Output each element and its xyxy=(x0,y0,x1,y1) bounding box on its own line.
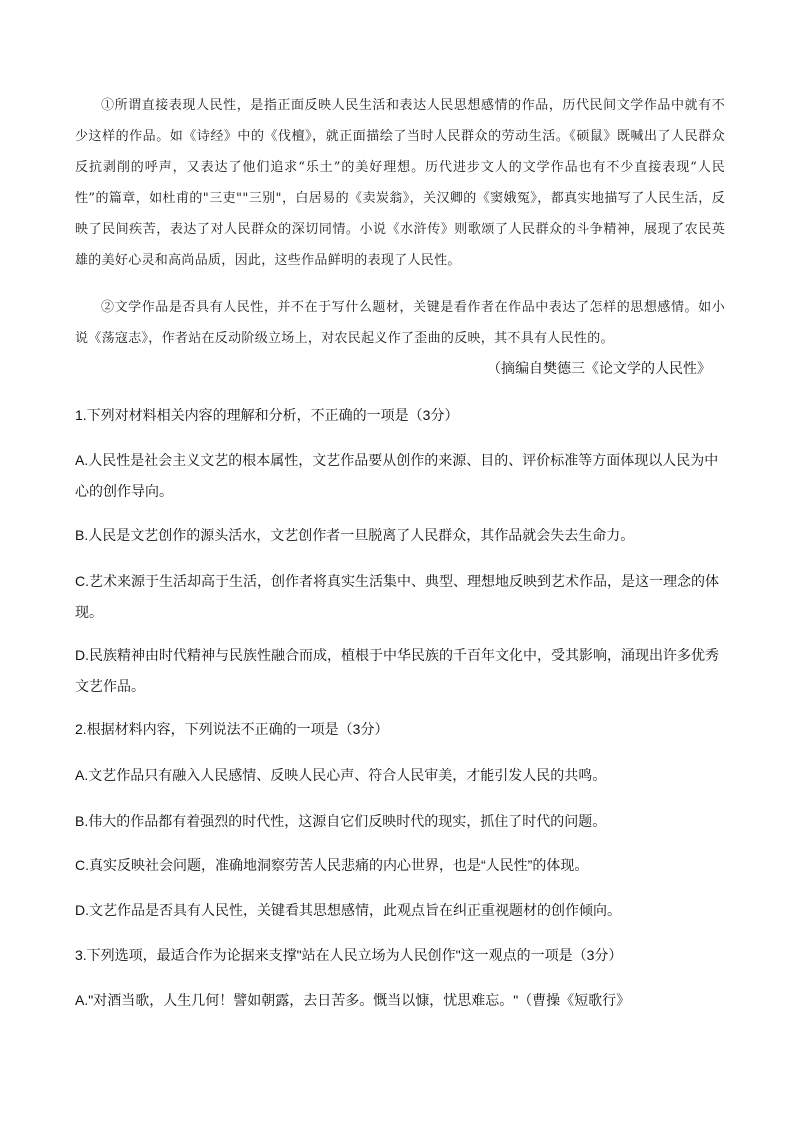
question-1-option-a: A.人民性是社会主义文艺的根本属性，文艺作品要从创作的来源、目的、评价标准等方面体现以人民为中心的创作导向。 xyxy=(75,452,719,499)
question-1-option-b: B.人民是文艺创作的源头活水，文艺创作者一旦脱离了人民群众，其作品就会失去生命力。 xyxy=(75,527,635,543)
question-2-option-b: B.伟大的作品都有着强烈的时代性，这源自它们反映时代的现实，抓住了时代的问题。 xyxy=(75,813,607,829)
question-1-option-c: C.艺术来源于生活却高于生活，创作者将真实生活集中、典型、理想地反映到艺术作品，是这一理念的体现。 xyxy=(75,573,719,620)
question-3-stem: 3.下列选项，最适合作为论据来支撑"站在人民立场为人民创作"这一观点的一项是（3分） xyxy=(75,947,623,963)
passage-paragraph-1: ①所谓直接表现人民性，是指正面反映人民生活和表达人民思想感情的作品，历代民间文学作品中就有不少这样的作品。如《诗经》中的《伐檀》，就正面描绘了当时人民群众的劳动生活。《硕鼠》既喊出了人民群众反抗剥削的呼声，又表达了他们追求“乐土”的美好理想。历代进步文人的文学作品也有不少直接表现“人民性”的篇章，如杜甫的"三吏""三别"，白居易的《卖炭翁》，关汉卿的《窦娥冤》，都真实地描写了人民生活，反映了民间疾苦，表达了对人民群众的深切同情。小说《水浒传》则歌颂了人民群众的斗争精神，展现了农民英雄的美好心灵和高尚品质，因此，这些作品鲜明的表现了人民性。 xyxy=(75,98,725,268)
passage-paragraph-2: ②文学作品是否具有人民性，并不在于写什么题材，关键是看作者在作品中表达了怎样的思想感情。如小说《荡寇志》，作者站在反动阶级立场上，对农民起义作了歪曲的反映，其不具有人民性的。 xyxy=(75,300,725,346)
question-2-option-c: C.真实反映社会问题，准确地洞察劳苦人民悲痛的内心世界，也是“人民性”的体现。 xyxy=(75,857,589,873)
question-2-option-d: D.文艺作品是否具有人民性，关键看其思想感情，此观点旨在纠正重视题材的创作倾向。 xyxy=(75,902,621,918)
question-3-option-a: A."对酒当歌，人生几何！譬如朝露，去日苦多。慨当以慷，忧思难忘。"（曹操《短歌行》 xyxy=(75,992,631,1008)
question-1-option-d: D.民族精神由时代精神与民族性融合而成，植根于中华民族的千百年文化中，受其影响，涌现出许多优秀文艺作品。 xyxy=(75,647,719,694)
question-2-stem: 2.根据材料内容，下列说法不正确的一项是（3分） xyxy=(75,721,389,737)
passage-source-citation: （摘编自樊德三《论文学的人民性》 xyxy=(487,360,711,376)
question-2-option-a: A.文艺作品只有融入人民感情、反映人民心声、符合人民审美，才能引发人民的共鸣。 xyxy=(75,767,607,783)
question-1-stem: 1.下列对材料相关内容的理解和分析，不正确的一项是（3分） xyxy=(75,407,459,423)
